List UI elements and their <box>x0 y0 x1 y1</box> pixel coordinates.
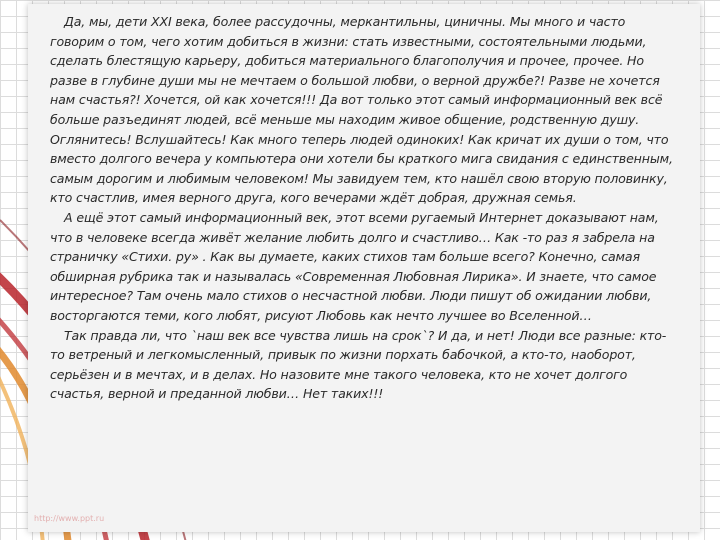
footer-url: http://www.ppt.ru <box>34 514 105 523</box>
paragraph-1: Да, мы, дети XXI века, более рассудочны, меркантильны, циничны. Мы много и часто говорим о том, чего хотим добиться в жизни: стать известными, состоятельными людьми, сделать блестящую карьеру, добиться материального благополучия и прочее, прочее. Но разве в глубине души мы не мечтаем о большой любви, о верной дружбе?! Разве не хочется нам счастья?! Хочется, ой как хочется!!! Да вот только этот самый информационный век всё больше разъединят людей, всё меньше мы находим живое общение, родственную душу. Оглянитесь! Вслушайтесь! Как много теперь людей одиноких! Как кричат их души о том, что вместо долгого вечера у компьютера они хотели бы краткого мига свидания с единственным, самым дорогим и любимым человеком! Мы завидуем тем, кто нашёл свою вторую половинку, кто счастлив, имея верного друга, кого вечерами ждёт добрая, дружная семья. <box>50 14 673 206</box>
paragraph-2: А ещё этот самый информационный век, этот всеми ругаемый Интернет доказывают нам, что в человеке всегда живёт желание любить долго и счастливо… Как -то раз я забрела на страничку «Стихи. ру» . Как вы думаете, каких стихов там больше всего? Конечно, самая обширная рубрика так и называлась «Современная Любовная Лирика». И знаете, что самое интересное? Там очень мало стихов о несчастной любви. Люди пишут об ожидании любви, восторгаются теми, кого любят, рисуют Любовь как нечто лучшее во Вселенной… <box>50 209 659 323</box>
document-body <box>50 12 680 404</box>
paragraph-3: Так правда ли, что `наш век все чувства лишь на срок`? И да, и нет! Люди все разные: кто-то ветреный и легкомысленный, привык по жизни порхать бабочкой, а кто-то, наоборот, серьёзен и в мечтах, и в делах. Но назовите мне такого человека, кто не хочет долгого счастья, верной и преданной любви… Нет таких!!! <box>50 327 667 402</box>
